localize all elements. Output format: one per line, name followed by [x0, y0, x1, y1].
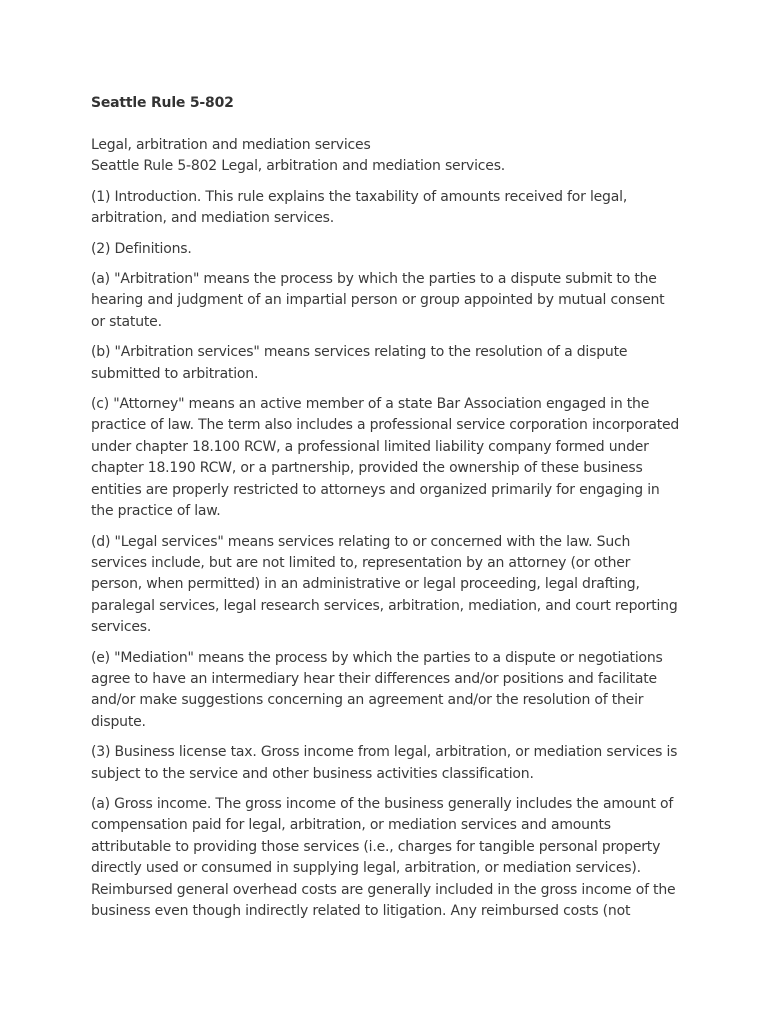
paragraph-definitions: (2) Definitions. — [91, 240, 192, 257]
paragraph-business-license-tax: (3) Business license tax. Gross income from legal, arbitration, or mediation services is subject to the service and other business activities classification. — [91, 744, 678, 782]
paragraph-attorney: (c) "Attorney" means an active member of a state Bar Association engaged in the practice of law. The term also includes a professional service corporation incorporated under chapter 18.100 RCW, a professional limited liability company formed under chapter 18.190 RCW, or a partnership, provided the ownership of these business entities are properly restricted to attorneys and organized primarily for engaging in the practice of law. — [91, 396, 680, 520]
paragraph-legal-services: (d) "Legal services" means services relating to or concerned with the law. Such services include, but are not limited to, representation by an attorney (or other person, when permitted) in an administrative or legal proceeding, legal drafting, paralegal services, legal research services, arbitration, mediation, and court reporting services. — [91, 533, 678, 636]
paragraph-gross-income: (a) Gross income. The gross income of the business generally includes the amount of compensation paid for legal, arbitration, or mediation services and amounts attributable to providing those services (i.e., charges for tangible personal property directly used or consumed in supplying legal, arbitration, or mediation services). Reimbursed general overhead costs are generally included in the gross income of the business even though indirectly related to litigation. Any reimbursed costs (not — [91, 795, 676, 919]
rule-heading: Seattle Rule 5-802 Legal, arbitration and mediation services. — [91, 158, 506, 175]
paragraph-introduction: (1) Introduction. This rule explains the taxability of amounts received for legal, arbitration, and mediation services. — [91, 188, 628, 227]
document-body — [91, 93, 681, 922]
document-subtitle: Legal, arbitration and mediation services — [91, 137, 371, 153]
paragraph-mediation: (e) "Mediation" means the process by which the parties to a dispute or negotiations agree to have an intermediary hear their differences and/or positions and facilitate and/or make suggestions concerning an agreement and/or the resolution of their dispute. — [91, 649, 663, 730]
paragraph-arbitration: (a) "Arbitration" means the process by which the parties to a dispute submit to the hearing and judgment of an impartial person or group appointed by mutual consent or statute. — [91, 271, 665, 330]
paragraph-arbitration-services: (b) "Arbitration services" means services relating to the resolution of a dispute submitted to arbitration. — [91, 344, 628, 382]
document-title: Seattle Rule 5-802 — [91, 95, 234, 111]
